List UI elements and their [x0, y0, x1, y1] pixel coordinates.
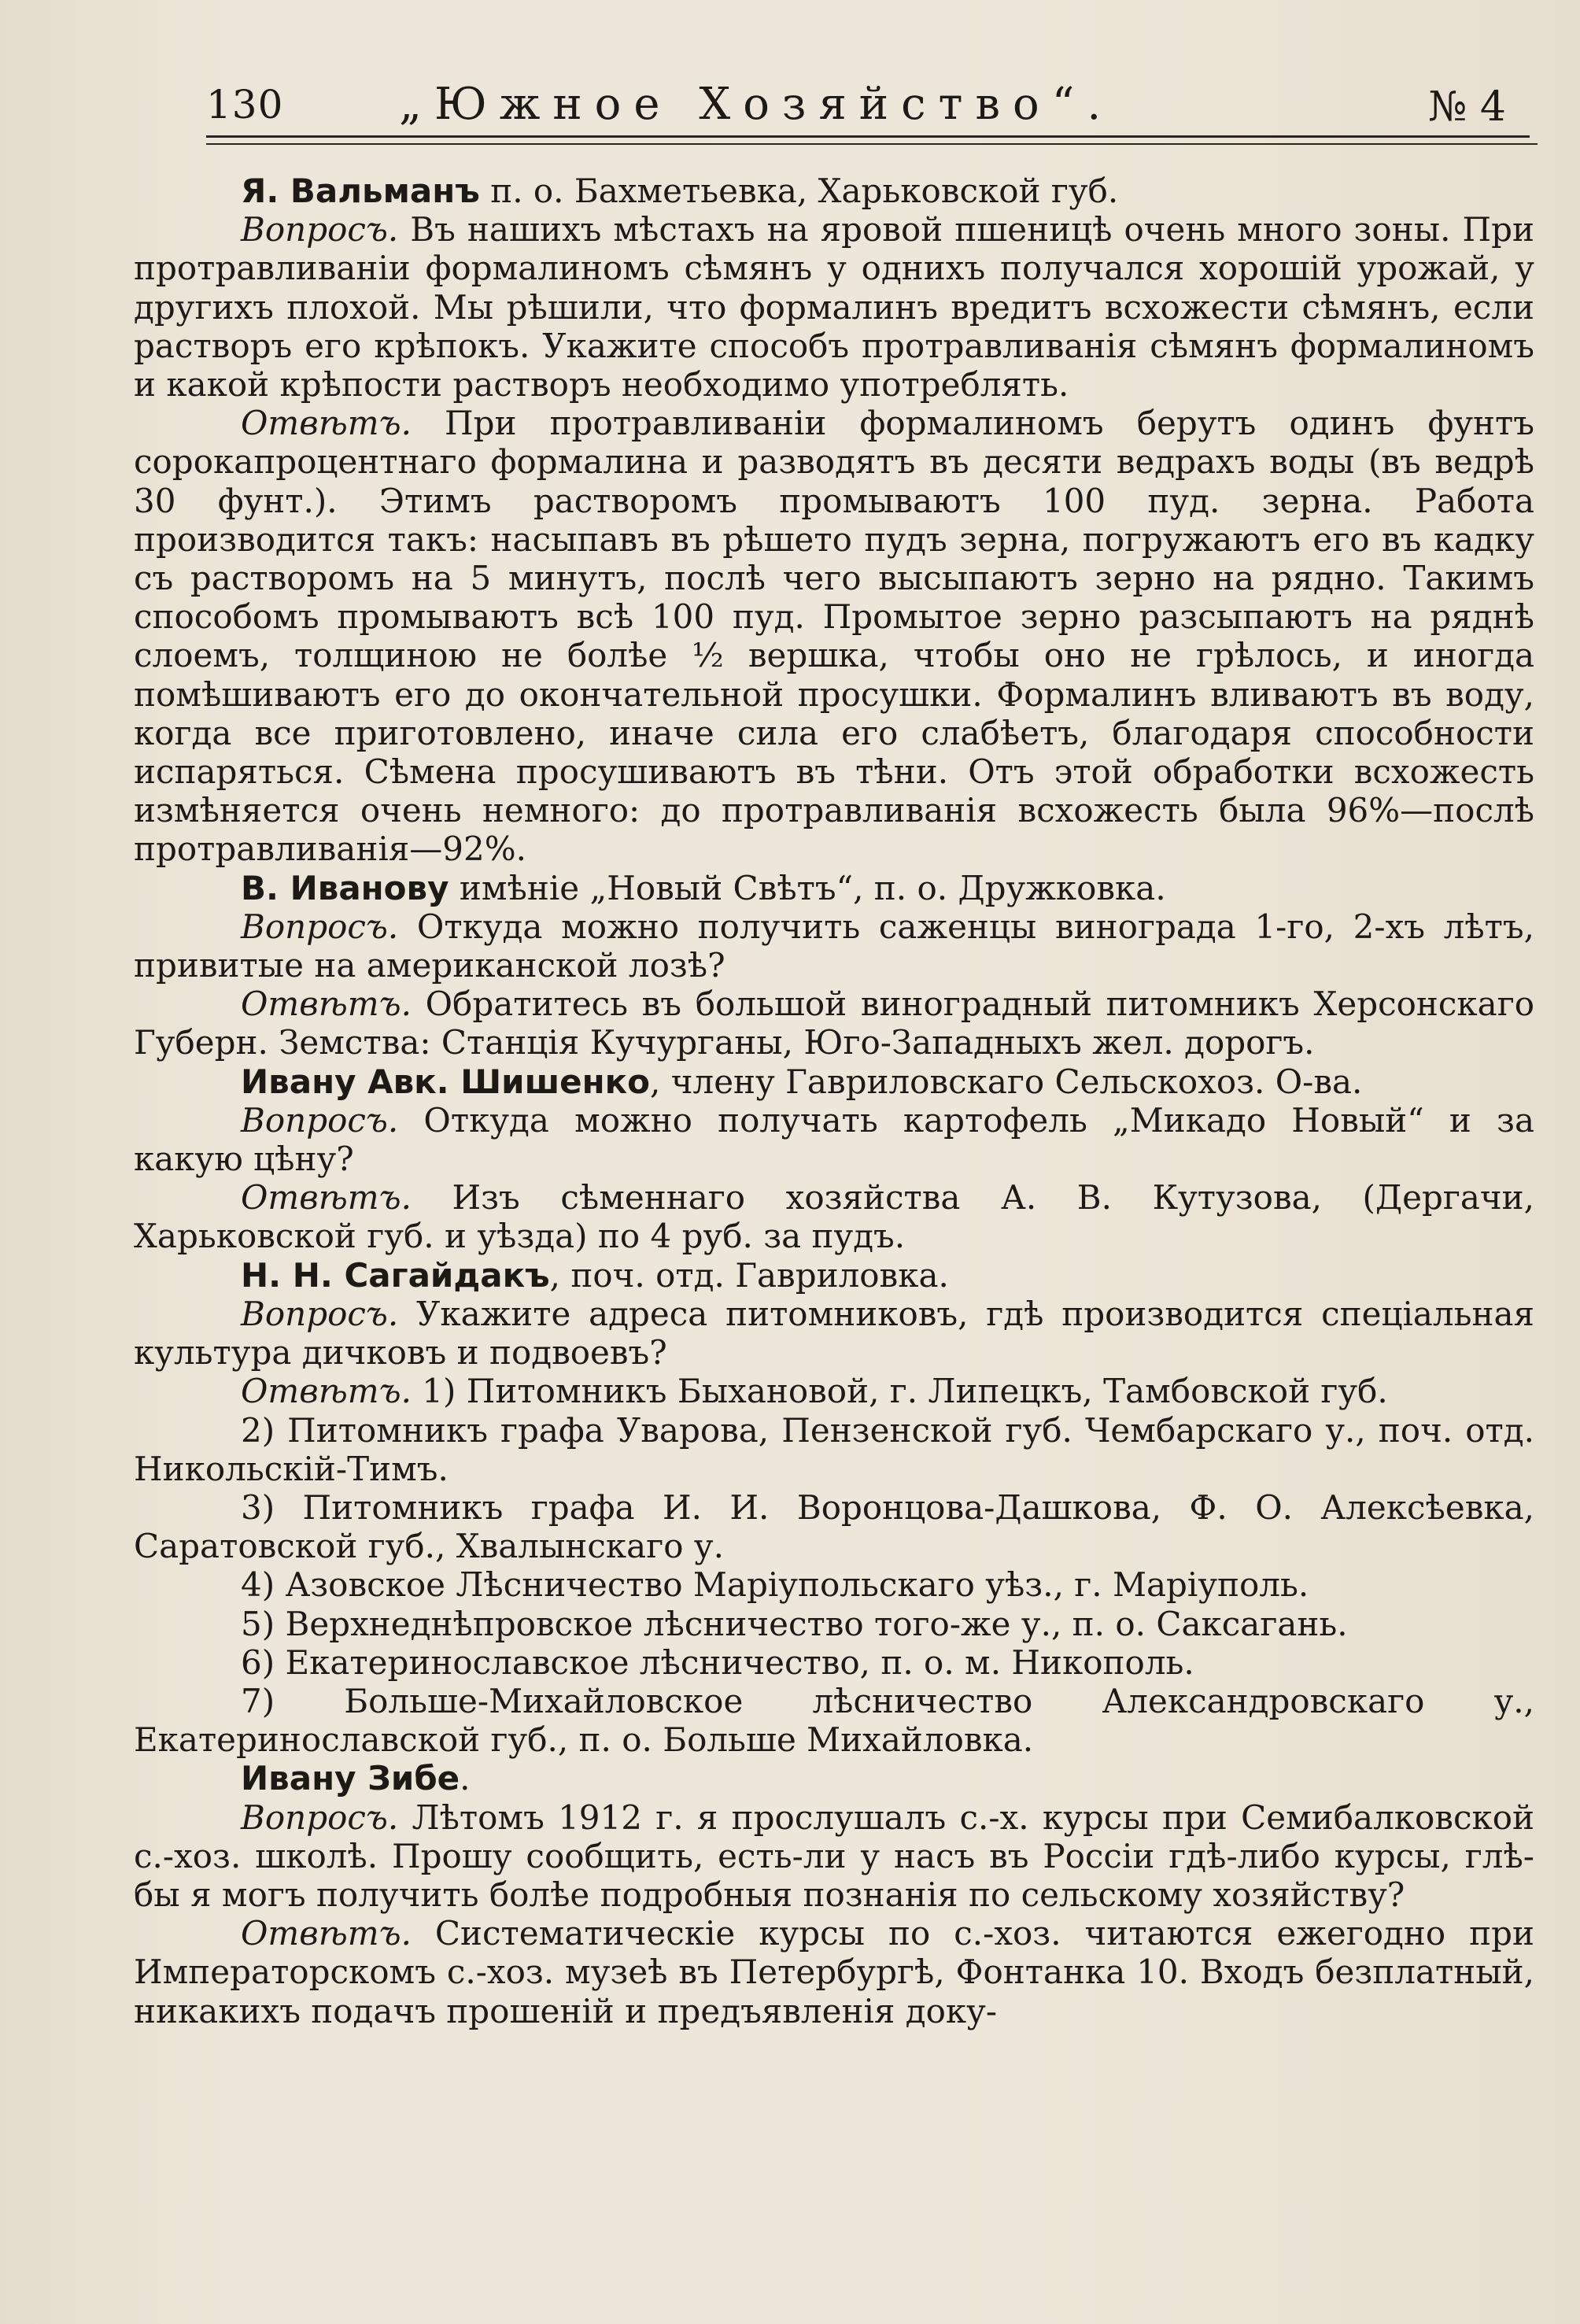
addressee-name: Я. Вальманъ	[241, 172, 480, 210]
answer-text: Систематическіе курсы по с.-хоз. читаются ежегодно при Императорскомъ с.-хоз. музеѣ въ Петербургѣ, Фонтанка 10. Входъ безплатный, никакихъ подачъ прошеній и предъявленія доку-	[134, 1914, 1534, 2030]
entry-heading	[134, 869, 1534, 907]
entry-heading	[134, 1759, 1534, 1797]
question-paragraph	[134, 1295, 1534, 1372]
answer-label: Отвѣтъ.	[241, 1178, 412, 1217]
answer-paragraph	[134, 404, 1534, 868]
question-label: Вопросъ.	[241, 1100, 399, 1140]
addressee-address: имѣніе „Новый Свѣтъ“, п. о. Дружковка.	[449, 868, 1166, 907]
addressee-name: Н. Н. Сагайдакъ	[241, 1255, 550, 1295]
article-body	[134, 172, 1534, 2030]
nursery-list-item: 3) Питомникъ графа И. И. Воронцова-Дашкова, Ф. О. Алексѣевка, Саратовской губ., Хвалынскаго у.	[134, 1487, 1534, 1566]
nursery-list-item: 6) Екатеринославское лѣсничество, п. о. м. Никополь.	[241, 1642, 1194, 1682]
answer-paragraph	[134, 1178, 1534, 1255]
answer-paragraph	[134, 1914, 1534, 2030]
answer-paragraph	[134, 985, 1534, 1062]
entry-heading	[134, 1062, 1534, 1101]
answer-label: Отвѣтъ.	[241, 1914, 412, 1953]
question-text: Въ нашихъ мѣстахъ на яровой пшеницѣ очень много зоны. При протравливаніи формалиномъ сѣмянъ у однихъ получался хорошій урожай, у другихъ плохой. Мы рѣшили, что формалинъ вредитъ всхожести сѣмянъ, если растворъ его крѣпокъ. Укажите способъ протравливанія сѣмянъ формалиномъ и какой крѣпости растворъ необходимо употреблять.	[134, 210, 1534, 405]
entry-heading	[134, 1256, 1534, 1295]
addressee-name: Ивану Зибе	[241, 1759, 460, 1798]
entry-valman	[134, 172, 1534, 869]
nursery-list-item: 4) Азовское Лѣсничество Маріупольскаго уѣз., г. Маріуполь.	[241, 1565, 1309, 1605]
entry-sagaidak	[134, 1256, 1534, 1760]
nursery-list-item: 2) Питомникъ графа Уварова, Пензенской губ. Чембарскаго у., поч. отд. Никольскій-Тимъ.	[134, 1410, 1534, 1488]
addressee-name: Ивану Авк. Шишенко	[241, 1062, 651, 1101]
nursery-list-item: 7) Больше-Михайловское лѣсничество Александровскаго у., Екатеринославской губ., п. о. Больше Михайловка.	[134, 1681, 1534, 1760]
journal-title: „Южное Хозяйство“.	[399, 79, 1114, 130]
entry-zibe	[134, 1759, 1534, 2030]
question-paragraph	[134, 907, 1534, 985]
question-paragraph	[134, 1798, 1534, 1915]
header-rule-bottom	[206, 143, 1538, 145]
answer-text: Обратитесь въ большой виноградный питомникъ Херсонскаго Губерн. Земства: Станція Кучурганы, Юго-Западныхъ жел. дорогъ.	[134, 985, 1534, 1062]
answer-text: Изъ сѣменнаго хозяйства А. В. Кутузова, (Дергачи, Харьковской губ. и уѣзда) по 4 руб. за пудъ.	[134, 1178, 1534, 1256]
answer-text: При протравливаніи формалиномъ берутъ одинъ фунтъ сорокапроцентнаго формалина и разводятъ въ десяти ведрахъ воды (въ ведрѣ 30 фунт.). Этимъ растворомъ промываютъ 100 пуд. зерна. Работа производится такъ: насыпавъ въ рѣшето пудъ зерна, погружаютъ его въ кадку съ растворомъ на 5 минутъ, послѣ чего высыпаютъ зерно на рядно. Такимъ способомъ промываютъ всѣ 100 пуд. Промытое зерно разсыпаютъ на ряднѣ слоемъ, толщиною не болѣе ½ вершка, чтобы оно не грѣлось, и иногда помѣшиваютъ его до окончательной просушки. Формалинъ вливаютъ въ воду, когда все приготовлено, иначе сила его слабѣетъ, благодаря способности испаряться. Сѣмена просушиваютъ въ тѣни. Отъ этой обработки всхожесть измѣняется очень немного: до протравливанія всхожесть была 96%—послѣ протравливанія—92%.	[134, 404, 1534, 869]
question-text: Откуда можно получать картофель „Микадо Новый“ и за какую цѣну?	[134, 1100, 1534, 1179]
page-number: 130	[206, 82, 284, 127]
nursery-list-item: 5) Верхнеднѣпровское лѣсничество того-же у., п. о. Саксагань.	[241, 1604, 1348, 1643]
addressee-address: .	[460, 1759, 471, 1798]
answer-paragraph	[134, 1372, 1534, 1410]
question-text: Лѣтомъ 1912 г. я прослушалъ с.-х. курсы при Семибалковской с.-хоз. школѣ. Прошу сообщить, есть-ли у насъ въ Россіи гдѣ-либо курсы, глѣ-бы я могъ получить болѣе подробныя познанія по сельскому хозяйству?	[134, 1797, 1534, 1914]
header-rule-top	[206, 135, 1530, 138]
question-label: Вопросъ.	[241, 210, 399, 249]
question-label: Вопросъ.	[241, 1294, 399, 1333]
addressee-address: , члену Гавриловскаго Сельскохоз. О-ва.	[650, 1062, 1363, 1101]
answer-label: Отвѣтъ.	[241, 985, 412, 1024]
entry-heading	[134, 172, 1534, 210]
question-label: Вопросъ.	[241, 1797, 399, 1837]
question-label: Вопросъ.	[241, 907, 399, 946]
question-paragraph	[134, 1101, 1534, 1178]
issue-number: № 4	[1428, 83, 1506, 131]
entry-shishenko	[134, 1062, 1534, 1256]
question-text: Укажите адреса питомниковъ, гдѣ производится спеціальная культура дичковъ и подвоевъ?	[134, 1294, 1534, 1373]
question-paragraph	[134, 210, 1534, 404]
answer-label: Отвѣтъ.	[241, 1372, 412, 1411]
addressee-address: п. о. Бахметьевка, Харьковской губ.	[479, 172, 1119, 210]
addressee-name: В. Иванову	[241, 868, 449, 907]
question-text: Откуда можно получить саженцы винограда 1-го, 2-хъ лѣтъ, привитые на американской лозѣ?	[134, 907, 1534, 985]
answer-text: 1) Питомникъ Быхановой, г. Липецкъ, Тамбовской губ.	[411, 1372, 1388, 1411]
answer-label: Отвѣтъ.	[241, 404, 412, 443]
entry-ivanov	[134, 869, 1534, 1062]
addressee-address: , поч. отд. Гавриловка.	[549, 1255, 949, 1295]
